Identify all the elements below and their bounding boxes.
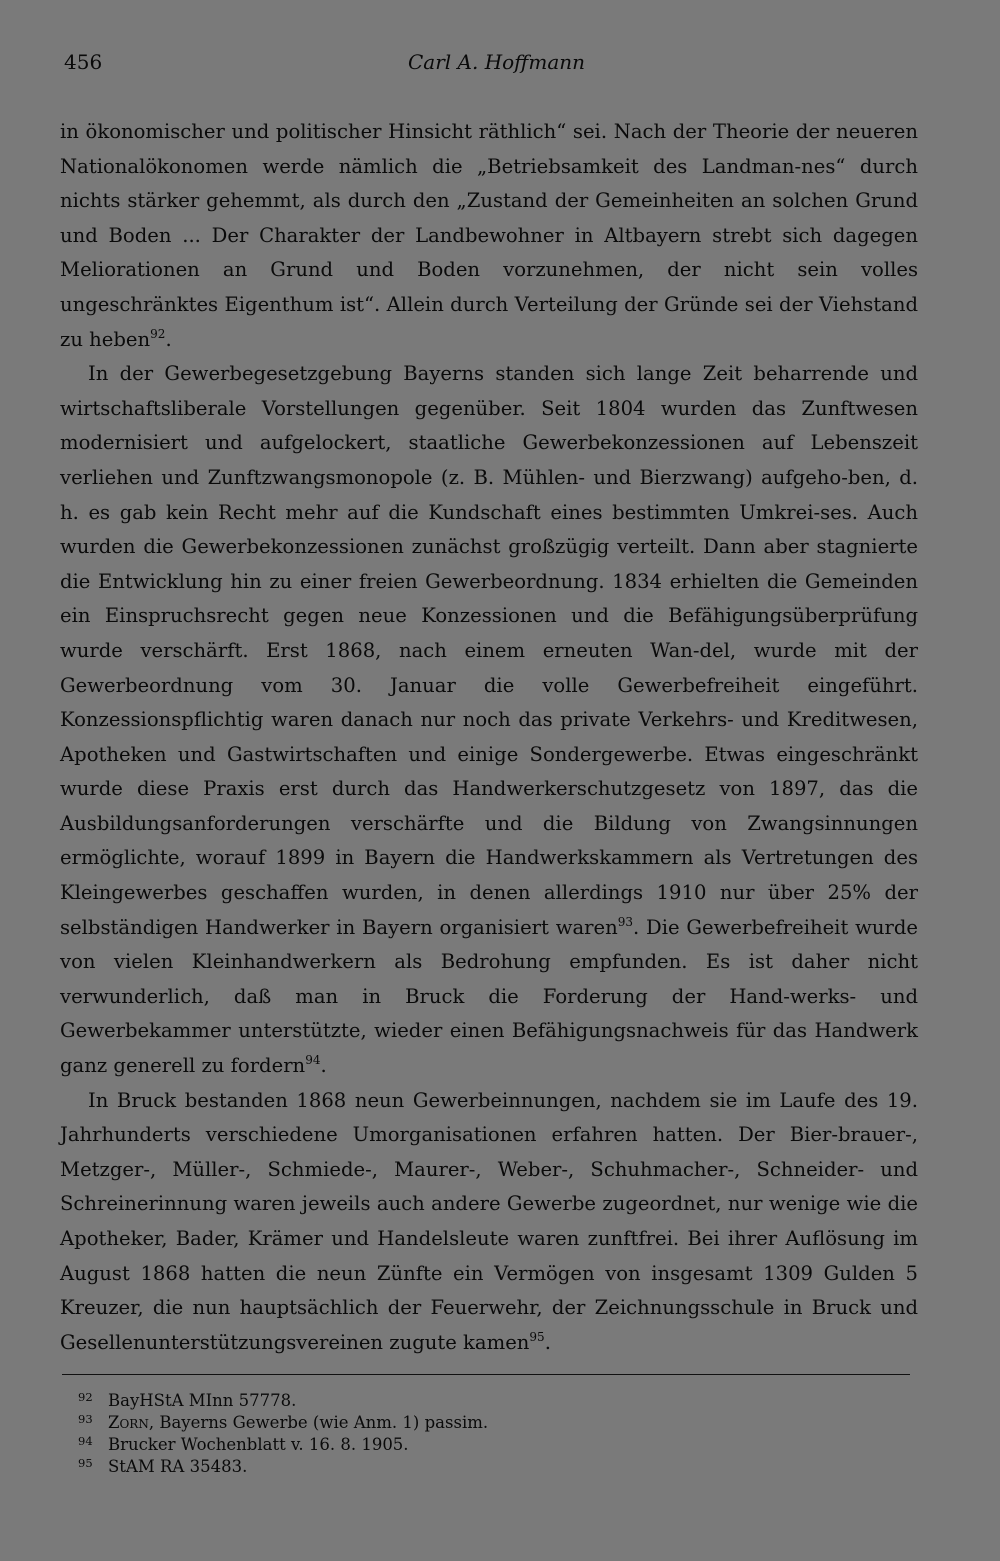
footnote-94 [78,1434,898,1456]
footnote-reference: 95 [529,1329,545,1344]
footnote-reference: 94 [305,1053,321,1068]
footnote-divider [62,1374,910,1375]
footnote-number: 94 [78,1434,93,1448]
footnote-number: 92 [78,1390,93,1404]
footnotes [78,1390,898,1478]
paragraph-tail: . [544,1330,551,1354]
footnote-number: 93 [78,1412,93,1426]
footnote-reference: 92 [150,326,166,341]
footnote-text: Brucker Wochenblatt v. 16. 8. 1905. [108,1435,409,1454]
footnote-95 [78,1456,898,1478]
running-head: Carl A. Hoffmann [408,50,586,74]
footnote-text: BayHStA MInn 57778. [108,1391,297,1410]
footnote-number: 95 [78,1456,93,1470]
footnote-text: , Bayerns Gewerbe (wie Anm. 1) passim. [148,1413,489,1432]
paragraph-3 [60,1084,918,1361]
body-text [60,115,918,1360]
paragraph-tail: . [320,1054,327,1078]
footnote-reference: 93 [617,914,634,929]
page-header [64,50,900,82]
paragraph-2 [60,357,918,1083]
footnote-text: StAM RA 35483. [108,1457,248,1476]
paragraph-text: in ökonomischer und politischer Hinsicht räthlich“ sei. Nach der Theorie der neueren Nationalökonomen werde nämlich die „Betriebsamkeit des Landman-nes“ durch nichts stärker gehemmt, als durch den „Zustand der Gemeinheiten an solchen Grund und Boden ... Der Charakter der Landbewohner in Altbayern strebt sich dagegen Meliorationen an Grund und Boden vorzunehmen, der nicht sein volles ungeschränktes Eigenthum ist“. Allein durch Verteilung der Gründe sei der Viehstand zu heben [60,120,918,351]
paragraph-text: In Bruck bestanden 1868 neun Gewerbeinnungen, nachdem sie im Laufe des 19. Jahrhunderts verschiedene Umorganisationen erfahren hatten. Der Bier-brauer-, Metzger-, Müller-, Schmiede-, Maurer-, Weber-, Schuhmacher-, Schneider- und Schreinerinnung waren jeweils auch andere Gewerbe zugeordnet, nur wenige wie die Apotheker, Bader, Krämer und Handelsleute waren zunftfrei. Bei ihrer Auflösung im August 1868 hatten die neun Zünfte ein Vermögen von insgesamt 1309 Gulden 5 Kreuzer, die nun hauptsächlich der Feuerwehr, der Zeichnungsschule in Bruck und Gesellenunterstützungsvereinen zugute kamen [60,1088,918,1354]
paragraph-text: In der Gewerbegesetzgebung Bayerns standen sich lange Zeit beharrende und wirtschaftsliberale Vorstellungen gegenüber. Seit 1804 wurden das Zunftwesen modernisiert und aufgelockert, staatliche Gewerbekonzessionen auf Lebenszeit verliehen und Zunftzwangsmonopole (z. B. Mühlen- und Bierzwang) aufgeho-ben, d. h. es gab kein Recht mehr auf die Kundschaft eines bestimmten Umkrei-ses. Auch wurden die Gewerbekonzessionen zunächst großzügig verteilt. Dann aber stagnierte die Entwicklung hin zu einer freien Gewerbeordnung. 1834 erhielten die Gemeinden ein Einspruchsrecht gegen neue Konzessionen und die Befähigungsüberprüfung wurde verschärft. Erst 1868, nach einem erneuten Wan-del, wurde mit der Gewerbeordnung vom 30. Januar die volle Gewerbefreiheit eingeführt. Konzessionspflichtig waren danach nur noch das private Verkehrs- und Kreditwesen, Apotheken und Gastwirtschaften und einige Sondergewerbe. Etwas eingeschränkt wurde diese Praxis erst durch das Handwerkerschutzgesetz von 1897, das die Ausbildungsanforderungen verschärfte und die Bildung von Zwangsinnungen ermöglichte, worauf 1899 in Bayern die Handwerkskammern als Vertretungen des Kleingewerbes geschaffen wurden, in denen allerdings 1910 nur über 25% der selbständigen Handwerker in Bayern organisiert waren [60,362,918,939]
paragraph-tail: . Die Gewerbefreiheit wurde von vielen Kleinhandwerkern als Bedrohung empfunden. Es ist daher nicht verwunderlich, daß man in Bruck die Forderung der Hand-werks- und Gewerbekammer unterstützte, wieder einen Befähigungsnachweis für das Handwerk ganz generell zu fordern [60,915,918,1078]
footnote-93 [78,1412,898,1434]
paragraph-tail: . [165,327,172,351]
paragraph-1 [60,115,918,357]
page-number: 456 [64,50,103,74]
footnote-author: Zorn [108,1413,149,1432]
footnote-92 [78,1390,898,1412]
